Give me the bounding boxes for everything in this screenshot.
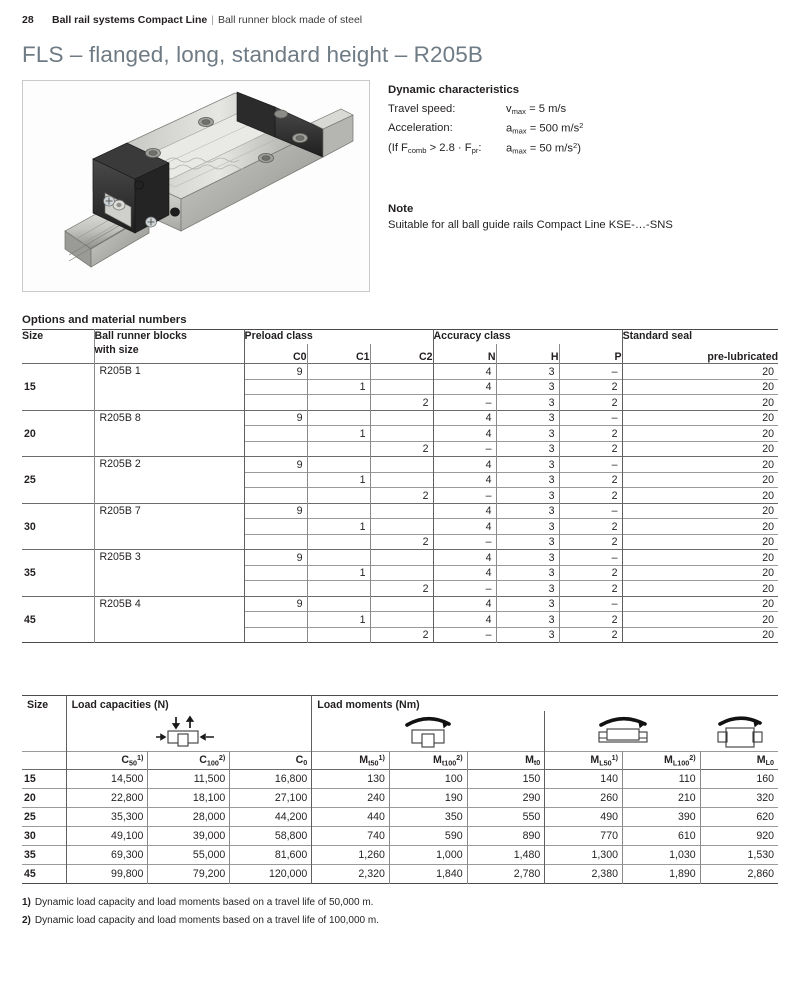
col-size: Size [22, 330, 44, 342]
cell-ML100: 110 [622, 769, 700, 788]
load-table-bottom-rule [22, 883, 778, 884]
longitudinal-moment-side-icon [583, 714, 663, 748]
cell-ML0: 920 [700, 826, 778, 845]
cell-block-designation: R205B 3 [94, 550, 244, 597]
running-head [22, 0, 778, 26]
cell-ML50: 770 [545, 826, 623, 845]
travel-speed-label: Travel speed: [388, 103, 456, 115]
page-number: 28 [22, 14, 34, 26]
cell-n: 4 [433, 596, 496, 612]
load-header-row [22, 696, 778, 712]
table-row [22, 807, 778, 826]
page-title: FLS – flanged, long, standard height – R205B [22, 42, 483, 67]
cell-Mt0: 2,780 [467, 864, 545, 883]
cell-h: 3 [496, 519, 559, 535]
load-col-size: Size [27, 699, 49, 712]
cell-c0 [244, 441, 307, 457]
cell-c1 [307, 534, 370, 550]
load-col-moments: Load moments (Nm) [312, 696, 778, 712]
acceleration-label: Acceleration: [388, 122, 453, 135]
cell-n: – [433, 395, 496, 411]
icon-longitudinal-moment-top [700, 711, 778, 751]
cell-c1 [307, 503, 370, 519]
icon-torsional-moment [312, 711, 545, 751]
subcol-c2: C2 [370, 344, 433, 364]
cell-C0: 120,000 [230, 864, 312, 883]
footnote-1 [22, 895, 778, 911]
col-blocks-l1: Ball runner blocks [94, 330, 187, 342]
table-row [22, 769, 778, 788]
cell-c0 [244, 488, 307, 504]
cell-ML50: 260 [545, 788, 623, 807]
cell-n: 4 [433, 410, 496, 426]
cell-C100: 28,000 [148, 807, 230, 826]
cell-Mt100: 190 [389, 788, 467, 807]
cell-Mt100: 1,840 [389, 864, 467, 883]
load-capacity-direction-icon [152, 714, 226, 748]
cell-ML100: 390 [622, 807, 700, 826]
table-row [22, 457, 778, 473]
cell-ML50: 490 [545, 807, 623, 826]
cell-c0 [244, 581, 307, 597]
specifications-panel [388, 80, 778, 292]
cell-C0: 16,800 [230, 769, 312, 788]
dynamic-characteristics-heading: Dynamic characteristics [388, 84, 520, 96]
cell-Mt0: 290 [467, 788, 545, 807]
running-head-title: Ball rail systems Compact Line [52, 14, 208, 26]
cell-C0: 58,800 [230, 826, 312, 845]
cell-c2: 2 [370, 627, 433, 643]
load-colhead-Mt50: $M_{t50}^{1)}$ [312, 751, 390, 769]
cell-n: – [433, 627, 496, 643]
cell-p: 2 [559, 581, 622, 597]
cell-h: 3 [496, 395, 559, 411]
col-standard-seal: Standard seal [622, 330, 778, 344]
cell-c1: 1 [307, 472, 370, 488]
cell-seal: 20 [622, 565, 778, 581]
table-row [22, 596, 778, 612]
col-blocks [94, 330, 244, 364]
load-colhead-Mt0: $M_{t0}$ [467, 751, 545, 769]
cell-Mt50: 440 [312, 807, 390, 826]
cell-block-designation: R205B 4 [94, 596, 244, 643]
cell-h: 3 [496, 627, 559, 643]
cell-h: 3 [496, 550, 559, 566]
subcol-h: H [496, 344, 559, 364]
load-column-headers [22, 751, 778, 769]
hero-section [22, 80, 778, 292]
cell-seal: 20 [622, 441, 778, 457]
cell-ML100: 1,030 [622, 845, 700, 864]
cell-seal: 20 [622, 488, 778, 504]
cell-c0 [244, 627, 307, 643]
cell-c1 [307, 627, 370, 643]
cell-C100: 18,100 [148, 788, 230, 807]
cell-p: 2 [559, 488, 622, 504]
cell-seal: 20 [622, 426, 778, 442]
subcol-c0: C0 [244, 344, 307, 364]
cell-c2 [370, 550, 433, 566]
cell-seal: 20 [622, 457, 778, 473]
table-gap [22, 643, 778, 695]
cell-c2 [370, 503, 433, 519]
travel-speed-value: $v_{max} = 5$ m/s [506, 103, 567, 117]
cell-ML100: 610 [622, 826, 700, 845]
cell-c0 [244, 612, 307, 628]
cell-seal: 20 [622, 410, 778, 426]
cell-Mt0: 1,480 [467, 845, 545, 864]
cell-c2 [370, 596, 433, 612]
icon-load-capacity [66, 711, 312, 751]
running-head-subtitle: Ball runner block made of steel [217, 14, 363, 26]
cell-seal: 20 [622, 596, 778, 612]
torsional-moment-icon [393, 714, 463, 748]
cell-h: 3 [496, 379, 559, 395]
cell-p: – [559, 364, 622, 380]
cell-p: – [559, 410, 622, 426]
cell-ML0: 620 [700, 807, 778, 826]
travel-speed-row [388, 101, 778, 117]
load-colhead-ML50: $M_{L50}^{1)}$ [545, 751, 623, 769]
cell-h: 3 [496, 581, 559, 597]
cell-C100: 11,500 [148, 769, 230, 788]
load-colhead-spacer [22, 751, 66, 769]
cell-c2 [370, 472, 433, 488]
cell-c1 [307, 596, 370, 612]
cell-c0 [244, 426, 307, 442]
cell-c1 [307, 488, 370, 504]
cell-c0 [244, 395, 307, 411]
subcol-n: N [433, 344, 496, 364]
cell-h: 3 [496, 488, 559, 504]
cell-size: 15 [24, 381, 36, 394]
cell-Mt50: 240 [312, 788, 390, 807]
cell-size: 20 [24, 427, 36, 440]
cell-C50: 99,800 [66, 864, 148, 883]
cell-c0 [244, 534, 307, 550]
cell-ML100: 1,890 [622, 864, 700, 883]
table-row [22, 503, 778, 519]
cell-c0 [244, 472, 307, 488]
cell-c2 [370, 426, 433, 442]
cell-p: – [559, 596, 622, 612]
cell-n: – [433, 488, 496, 504]
cell-p: 2 [559, 472, 622, 488]
cell-size: 35 [24, 567, 36, 580]
cell-h: 3 [496, 410, 559, 426]
load-colhead-C0: $C_0$ [230, 751, 312, 769]
condition-label: (If $F_{comb} > 2.8 \cdot F_{pr}$: [388, 141, 482, 156]
options-header-row [22, 330, 778, 344]
cell-c1 [307, 364, 370, 380]
cell-size: 20 [24, 791, 36, 804]
load-colhead-ML100: $M_{L100}^{2)}$ [622, 751, 700, 769]
cell-n: 4 [433, 426, 496, 442]
cell-p: 2 [559, 565, 622, 581]
load-colhead-ML0: $M_{L0}$ [700, 751, 778, 769]
running-head-separator: | [211, 14, 214, 26]
cell-h: 3 [496, 612, 559, 628]
cell-c0: 9 [244, 503, 307, 519]
cell-n: 4 [433, 364, 496, 380]
cell-c2 [370, 519, 433, 535]
cell-C50: 35,300 [66, 807, 148, 826]
cell-n: 4 [433, 379, 496, 395]
cell-p: 2 [559, 379, 622, 395]
acceleration-row [388, 120, 778, 137]
cell-ML0: 320 [700, 788, 778, 807]
table-row [22, 864, 778, 883]
cell-c0: 9 [244, 410, 307, 426]
ball-runner-block-illustration [23, 81, 369, 291]
cell-c2: 2 [370, 395, 433, 411]
condition-value: $a_{max} = 50$ $m/s^2$) [506, 140, 581, 156]
cell-h: 3 [496, 596, 559, 612]
cell-h: 3 [496, 364, 559, 380]
cell-c2: 2 [370, 581, 433, 597]
cell-c1 [307, 550, 370, 566]
cell-h: 3 [496, 472, 559, 488]
cell-block-designation: R205B 1 [94, 364, 244, 411]
cell-c1 [307, 441, 370, 457]
cell-seal: 20 [622, 503, 778, 519]
cell-block-designation: R205B 2 [94, 457, 244, 504]
cell-block-designation: R205B 8 [94, 410, 244, 457]
cell-n: – [433, 581, 496, 597]
cell-n: 4 [433, 457, 496, 473]
cell-C0: 81,600 [230, 845, 312, 864]
cell-Mt100: 350 [389, 807, 467, 826]
cell-size: 25 [24, 474, 36, 487]
cell-c1: 1 [307, 426, 370, 442]
cell-C0: 27,100 [230, 788, 312, 807]
cell-ML50: 2,380 [545, 864, 623, 883]
cell-seal: 20 [622, 395, 778, 411]
note-text: Suitable for all ball guide rails Compact Line KSE-…-SNS [388, 218, 673, 231]
note-heading: Note [388, 202, 414, 215]
cell-c0: 9 [244, 364, 307, 380]
cell-Mt50: 2,320 [312, 864, 390, 883]
cell-p: 2 [559, 426, 622, 442]
cell-size: 30 [24, 520, 36, 533]
cell-C100: 79,200 [148, 864, 230, 883]
cell-seal: 20 [622, 364, 778, 380]
acceleration-condition-row [388, 140, 778, 157]
cell-c2 [370, 612, 433, 628]
cell-p: 2 [559, 441, 622, 457]
cell-p: 2 [559, 519, 622, 535]
cell-ML100: 210 [622, 788, 700, 807]
col-blocks-l2: with size [94, 343, 139, 356]
cell-h: 3 [496, 441, 559, 457]
load-colhead-Mt100: $M_{t100}^{2)}$ [389, 751, 467, 769]
cell-c2: 2 [370, 534, 433, 550]
cell-n: 4 [433, 565, 496, 581]
cell-n: 4 [433, 472, 496, 488]
cell-h: 3 [496, 534, 559, 550]
footnote-1-text: Dynamic load capacity and load moments based on a travel life of 50,000 m. [34, 896, 374, 908]
load-table-body [22, 769, 778, 884]
cell-c0: 9 [244, 550, 307, 566]
cell-seal: 20 [622, 379, 778, 395]
cell-c2 [370, 457, 433, 473]
footnote-1-marker: 1) [22, 896, 31, 908]
cell-Mt50: 1,260 [312, 845, 390, 864]
col-preload-class: Preload class [244, 330, 433, 344]
cell-p: – [559, 550, 622, 566]
cell-h: 3 [496, 503, 559, 519]
acceleration-value: $a_{max} = 500$ $m/s^2$ [506, 121, 584, 136]
cell-seal: 20 [622, 534, 778, 550]
cell-c2 [370, 565, 433, 581]
cell-n: – [433, 441, 496, 457]
cell-seal: 20 [622, 472, 778, 488]
cell-block-designation: R205B 7 [94, 503, 244, 550]
cell-c0: 9 [244, 457, 307, 473]
cell-c1 [307, 457, 370, 473]
cell-ML50: 140 [545, 769, 623, 788]
cell-C100: 39,000 [148, 826, 230, 845]
table-row [22, 826, 778, 845]
cell-c2 [370, 379, 433, 395]
cell-h: 3 [496, 565, 559, 581]
cell-c1: 1 [307, 612, 370, 628]
cell-n: 4 [433, 503, 496, 519]
cell-c1 [307, 410, 370, 426]
cell-Mt0: 890 [467, 826, 545, 845]
cell-p: 2 [559, 534, 622, 550]
cell-C50: 22,800 [66, 788, 148, 807]
footnote-2 [22, 913, 778, 929]
table-row [22, 788, 778, 807]
cell-C0: 44,200 [230, 807, 312, 826]
load-col-capacities: Load capacities (N) [66, 696, 312, 712]
cell-C100: 55,000 [148, 845, 230, 864]
cell-n: – [433, 534, 496, 550]
load-colhead-C100: $C_{100}^{2)}$ [148, 751, 230, 769]
cell-p: 2 [559, 627, 622, 643]
cell-c1: 1 [307, 379, 370, 395]
table-row [22, 845, 778, 864]
cell-c0 [244, 519, 307, 535]
cell-Mt100: 1,000 [389, 845, 467, 864]
cell-Mt50: 130 [312, 769, 390, 788]
cell-Mt100: 590 [389, 826, 467, 845]
table-row [22, 364, 778, 380]
footnote-2-marker: 2) [22, 915, 31, 927]
cell-Mt0: 550 [467, 807, 545, 826]
cell-c0 [244, 565, 307, 581]
subcol-c1: C1 [307, 344, 370, 364]
cell-C50: 14,500 [66, 769, 148, 788]
cell-ML0: 160 [700, 769, 778, 788]
cell-C50: 69,300 [66, 845, 148, 864]
cell-C50: 49,100 [66, 826, 148, 845]
cell-c1: 1 [307, 565, 370, 581]
cell-c1 [307, 581, 370, 597]
footnote-2-text: Dynamic load capacity and load moments based on a travel life of 100,000 m. [34, 915, 379, 927]
cell-size: 25 [24, 810, 36, 823]
cell-p: 2 [559, 612, 622, 628]
cell-seal: 20 [622, 581, 778, 597]
cell-seal: 20 [622, 550, 778, 566]
cell-size: 30 [24, 829, 36, 842]
cell-p: – [559, 503, 622, 519]
cell-c2: 2 [370, 441, 433, 457]
cell-seal: 20 [622, 627, 778, 643]
cell-size: 45 [24, 613, 36, 626]
cell-n: 4 [433, 612, 496, 628]
cell-Mt50: 740 [312, 826, 390, 845]
cell-ML50: 1,300 [545, 845, 623, 864]
icon-longitudinal-moment [545, 711, 700, 751]
cell-ML0: 2,860 [700, 864, 778, 883]
cell-seal: 20 [622, 612, 778, 628]
load-colhead-C50: $C_{50}^{1)}$ [66, 751, 148, 769]
cell-size: 45 [24, 867, 36, 880]
cell-p: 2 [559, 395, 622, 411]
cell-n: 4 [433, 519, 496, 535]
options-table-body [22, 364, 778, 644]
cell-c1 [307, 395, 370, 411]
cell-size: 15 [24, 772, 36, 785]
cell-n: 4 [433, 550, 496, 566]
cell-seal: 20 [622, 519, 778, 535]
subcol-p: P [559, 344, 622, 364]
cell-Mt0: 150 [467, 769, 545, 788]
cell-ML0: 1,530 [700, 845, 778, 864]
cell-c2 [370, 364, 433, 380]
cell-h: 3 [496, 426, 559, 442]
cell-h: 3 [496, 457, 559, 473]
subcol-seal: pre-lubricated [622, 344, 778, 364]
cell-p: – [559, 457, 622, 473]
load-icon-row [22, 711, 778, 751]
cell-size: 35 [24, 848, 36, 861]
longitudinal-moment-top-icon [702, 714, 776, 748]
col-accuracy-class: Accuracy class [433, 330, 622, 344]
cell-Mt100: 100 [389, 769, 467, 788]
product-figure [22, 80, 370, 292]
options-table [22, 329, 778, 643]
table-row [22, 410, 778, 426]
load-table [22, 695, 778, 884]
cell-c0 [244, 379, 307, 395]
options-section-heading: Options and material numbers [22, 314, 187, 326]
cell-c1: 1 [307, 519, 370, 535]
cell-c2 [370, 410, 433, 426]
footnotes [22, 895, 778, 929]
cell-c2: 2 [370, 488, 433, 504]
table-row [22, 550, 778, 566]
cell-c0: 9 [244, 596, 307, 612]
